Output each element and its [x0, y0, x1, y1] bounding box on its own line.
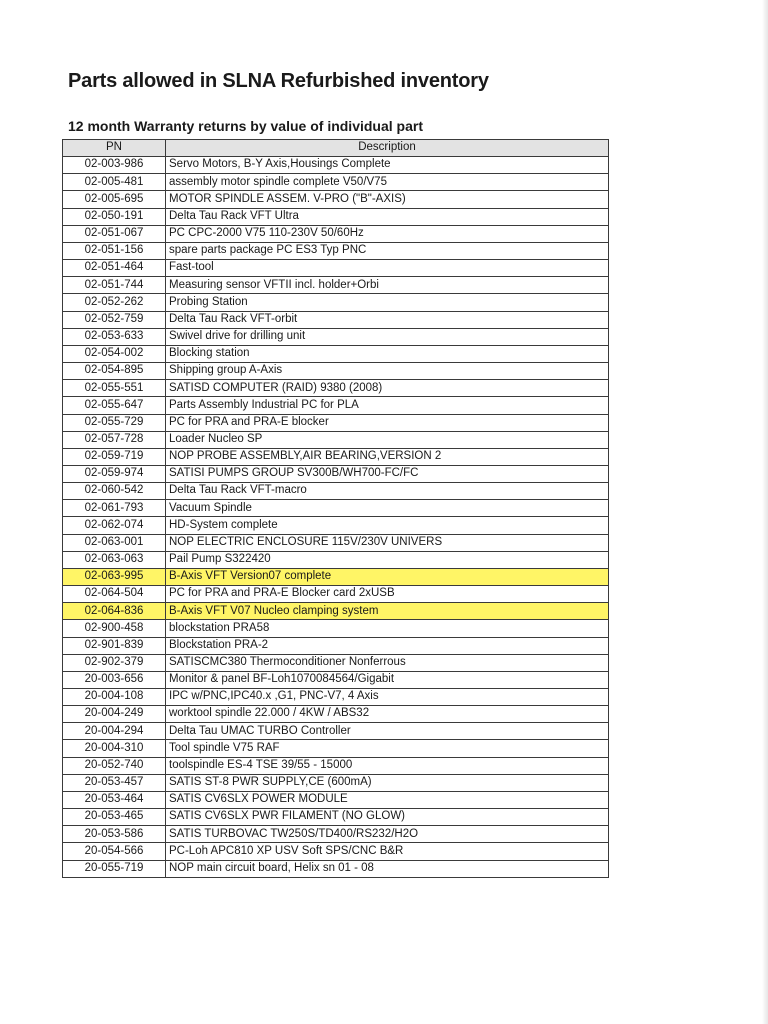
- table-row: [63, 277, 609, 294]
- part-number-cell: 20-053-465: [63, 809, 166, 826]
- part-number-cell: 20-055-719: [63, 860, 166, 877]
- description-cell: SATIS CV6SLX PWR FILAMENT (NO GLOW): [166, 809, 609, 826]
- description-cell: NOP PROBE ASSEMBLY,AIR BEARING,VERSION 2: [166, 448, 609, 465]
- table-row: [63, 414, 609, 431]
- table-row: [63, 294, 609, 311]
- part-number-cell: 02-050-191: [63, 208, 166, 225]
- part-number-cell: 20-052-740: [63, 757, 166, 774]
- table-row: [63, 363, 609, 380]
- table-row: [63, 689, 609, 706]
- description-column-header: Description: [166, 140, 609, 157]
- table-row: [63, 225, 609, 242]
- description-cell: PC-Loh APC810 XP USV Soft SPS/CNC B&R: [166, 843, 609, 860]
- part-number-cell: 02-061-793: [63, 500, 166, 517]
- table-row: [63, 723, 609, 740]
- part-number-cell: 02-064-504: [63, 586, 166, 603]
- description-cell: blockstation PRA58: [166, 620, 609, 637]
- description-cell: Parts Assembly Industrial PC for PLA: [166, 397, 609, 414]
- part-number-cell: 02-051-464: [63, 260, 166, 277]
- table-row: [63, 483, 609, 500]
- description-cell: Vacuum Spindle: [166, 500, 609, 517]
- part-number-cell: 02-059-974: [63, 465, 166, 482]
- table-row: [63, 654, 609, 671]
- description-cell: Delta Tau Rack VFT-orbit: [166, 311, 609, 328]
- description-cell: SATISCMC380 Thermoconditioner Nonferrous: [166, 654, 609, 671]
- description-cell: Delta Tau UMAC TURBO Controller: [166, 723, 609, 740]
- table-row: [63, 328, 609, 345]
- description-cell: Pail Pump S322420: [166, 551, 609, 568]
- description-cell: HD-System complete: [166, 517, 609, 534]
- part-number-cell: 02-059-719: [63, 448, 166, 465]
- part-number-cell: 02-005-481: [63, 174, 166, 191]
- description-cell: Blockstation PRA-2: [166, 637, 609, 654]
- table-row: [63, 843, 609, 860]
- table-row: [63, 809, 609, 826]
- table-row: [63, 448, 609, 465]
- part-number-cell: 20-004-294: [63, 723, 166, 740]
- highlighted-table-row: [63, 568, 609, 585]
- description-cell: SATIS TURBOVAC TW250S/TD400/RS232/H2O: [166, 826, 609, 843]
- description-cell: SATIS CV6SLX POWER MODULE: [166, 791, 609, 808]
- description-cell: Monitor & panel BF-Loh1070084564/Gigabit: [166, 671, 609, 688]
- table-row: [63, 706, 609, 723]
- part-number-cell: 02-060-542: [63, 483, 166, 500]
- part-number-cell: 02-052-759: [63, 311, 166, 328]
- part-number-cell: 02-057-728: [63, 431, 166, 448]
- table-row: [63, 500, 609, 517]
- table-row: [63, 620, 609, 637]
- part-number-cell: 02-063-001: [63, 534, 166, 551]
- table-row: [63, 791, 609, 808]
- description-cell: worktool spindle 22.000 / 4KW / ABS32: [166, 706, 609, 723]
- part-number-cell: 02-053-633: [63, 328, 166, 345]
- table-row: [63, 242, 609, 259]
- description-cell: SATISD COMPUTER (RAID) 9380 (2008): [166, 380, 609, 397]
- description-cell: Blocking station: [166, 345, 609, 362]
- part-number-cell: 20-003-656: [63, 671, 166, 688]
- description-cell: Fast-tool: [166, 260, 609, 277]
- description-cell: Delta Tau Rack VFT-macro: [166, 483, 609, 500]
- highlighted-table-row: [63, 603, 609, 620]
- table-row: [63, 740, 609, 757]
- description-cell: SATIS ST-8 PWR SUPPLY,CE (600mA): [166, 774, 609, 791]
- part-number-cell: 20-053-457: [63, 774, 166, 791]
- part-number-cell: 02-901-839: [63, 637, 166, 654]
- description-cell: Tool spindle V75 RAF: [166, 740, 609, 757]
- table-row: [63, 311, 609, 328]
- table-row: [63, 345, 609, 362]
- part-number-cell: 02-062-074: [63, 517, 166, 534]
- part-number-cell: 02-055-729: [63, 414, 166, 431]
- table-row: [63, 174, 609, 191]
- table-row: [63, 465, 609, 482]
- table-row: [63, 517, 609, 534]
- description-cell: Swivel drive for drilling unit: [166, 328, 609, 345]
- table-row: [63, 860, 609, 877]
- table-row: [63, 380, 609, 397]
- part-number-cell: 02-902-379: [63, 654, 166, 671]
- part-number-cell: 02-051-744: [63, 277, 166, 294]
- table-row: [63, 671, 609, 688]
- document-title: Parts allowed in SLNA Refurbished inventory: [68, 70, 489, 92]
- part-number-cell: 02-064-836: [63, 603, 166, 620]
- table-row: [63, 260, 609, 277]
- table-row: [63, 397, 609, 414]
- part-number-cell: 20-053-586: [63, 826, 166, 843]
- description-cell: assembly motor spindle complete V50/V75: [166, 174, 609, 191]
- description-cell: Loader Nucleo SP: [166, 431, 609, 448]
- table-row: [63, 208, 609, 225]
- description-cell: Probing Station: [166, 294, 609, 311]
- description-cell: B-Axis VFT Version07 complete: [166, 568, 609, 585]
- table-row: [63, 191, 609, 208]
- table-row: [63, 586, 609, 603]
- table-row: [63, 431, 609, 448]
- part-number-cell: 20-004-108: [63, 689, 166, 706]
- part-number-cell: 02-054-002: [63, 345, 166, 362]
- table-row: [63, 157, 609, 174]
- part-number-cell: 02-052-262: [63, 294, 166, 311]
- page-edge-shadow: [762, 0, 768, 1024]
- table-row: [63, 774, 609, 791]
- description-cell: toolspindle ES-4 TSE 39/55 - 15000: [166, 757, 609, 774]
- part-number-cell: 02-005-695: [63, 191, 166, 208]
- parts-table-header: [63, 140, 609, 157]
- part-number-cell: 02-900-458: [63, 620, 166, 637]
- description-cell: SATISI PUMPS GROUP SV300B/WH700-FC/FC: [166, 465, 609, 482]
- part-number-cell: 20-004-310: [63, 740, 166, 757]
- part-number-cell: 02-063-063: [63, 551, 166, 568]
- description-cell: Measuring sensor VFTII incl. holder+Orbi: [166, 277, 609, 294]
- table-row: [63, 534, 609, 551]
- part-number-cell: 02-055-551: [63, 380, 166, 397]
- description-cell: NOP ELECTRIC ENCLOSURE 115V/230V UNIVERS: [166, 534, 609, 551]
- description-cell: Delta Tau Rack VFT Ultra: [166, 208, 609, 225]
- table-row: [63, 826, 609, 843]
- part-number-cell: 02-051-067: [63, 225, 166, 242]
- part-number-cell: 02-051-156: [63, 242, 166, 259]
- part-number-cell: 02-055-647: [63, 397, 166, 414]
- part-number-cell: 02-054-895: [63, 363, 166, 380]
- part-number-cell: 20-053-464: [63, 791, 166, 808]
- table-row: [63, 637, 609, 654]
- part-number-cell: 20-004-249: [63, 706, 166, 723]
- table-row: [63, 757, 609, 774]
- table-caption: 12 month Warranty returns by value of individual part: [68, 118, 423, 134]
- description-cell: spare parts package PC ES3 Typ PNC: [166, 242, 609, 259]
- description-cell: MOTOR SPINDLE ASSEM. V-PRO ("B"-AXIS): [166, 191, 609, 208]
- parts-table-body: [63, 157, 609, 878]
- description-cell: NOP main circuit board, Helix sn 01 - 08: [166, 860, 609, 877]
- description-cell: PC CPC-2000 V75 110-230V 50/60Hz: [166, 225, 609, 242]
- part-number-cell: 02-003-986: [63, 157, 166, 174]
- description-cell: Shipping group A-Axis: [166, 363, 609, 380]
- description-cell: Servo Motors, B-Y Axis,Housings Complete: [166, 157, 609, 174]
- part-number-cell: 20-054-566: [63, 843, 166, 860]
- part-number-cell: 02-063-995: [63, 568, 166, 585]
- description-cell: PC for PRA and PRA-E Blocker card 2xUSB: [166, 586, 609, 603]
- description-cell: B-Axis VFT V07 Nucleo clamping system: [166, 603, 609, 620]
- table-row: [63, 551, 609, 568]
- description-cell: PC for PRA and PRA-E blocker: [166, 414, 609, 431]
- header-row: [63, 140, 609, 157]
- pn-column-header: PN: [63, 140, 166, 157]
- parts-table: [62, 139, 609, 878]
- description-cell: IPC w/PNC,IPC40.x ,G1, PNC-V7, 4 Axis: [166, 689, 609, 706]
